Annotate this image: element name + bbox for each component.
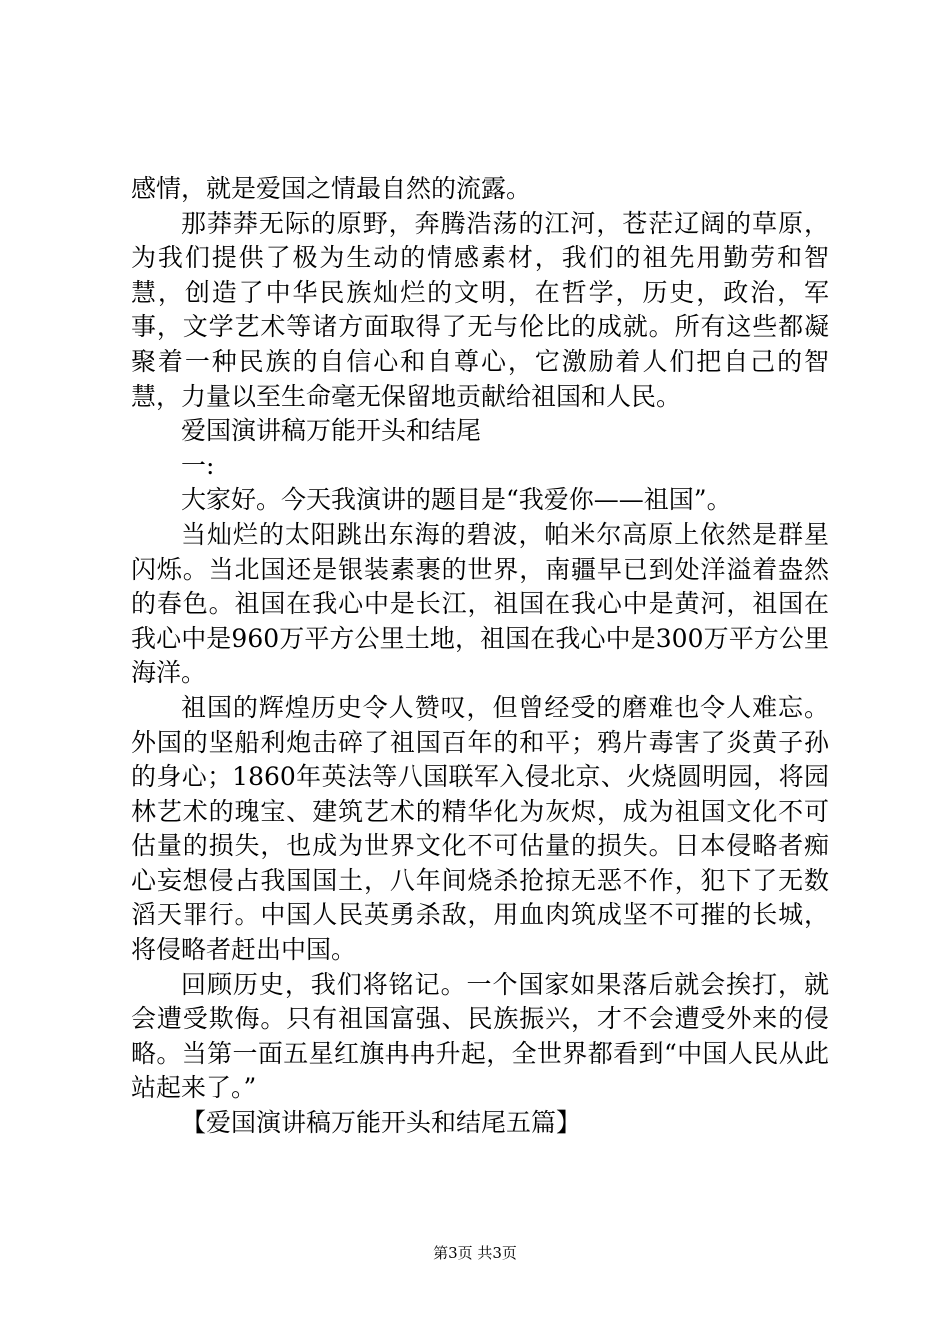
document-body bbox=[131, 172, 829, 1141]
page-number: 第3页 共3页 bbox=[433, 1244, 517, 1262]
paragraph: 当灿烂的太阳跳出东海的碧波，帕米尔高原上依然是群星闪烁。当北国还是银装素裹的世界，南疆早已到处洋溢着盎然的春色。祖国在我心中是长江，祖国在我心中是黄河，祖国在我心中是960万平方公里土地，祖国在我心中是300万平方公里海洋。 bbox=[131, 519, 829, 688]
paragraph: 感情，就是爱国之情最自然的流露。 bbox=[131, 174, 532, 203]
closing-title: 【爱国演讲稿万能开头和结尾五篇】 bbox=[181, 1108, 582, 1138]
section-number: 一: bbox=[181, 450, 215, 480]
paragraph: 大家好。今天我演讲的题目是“我爱你——祖国”。 bbox=[181, 485, 732, 515]
paragraph: 回顾历史，我们将铭记。一个国家如果落后就会挨打，就会遭受欺侮。只有祖国富强、民族振兴，才不会遭受外来的侵略。当第一面五星红旗冉冉升起，全世界都看到“中国人民从此站起来了。” bbox=[131, 969, 829, 1103]
section-heading: 爱国演讲稿万能开头和结尾 bbox=[181, 416, 482, 446]
paragraph: 祖国的辉煌历史令人赞叹，但曾经受的磨难也令人难忘。外国的坚船利炮击碎了祖国百年的和平；鸦片毒害了炎黄子孙的身心；1860年英法等八国联军入侵北京、火烧圆明园，将园林艺术的瑰宝、建筑艺术的精华化为灰烬，成为祖国文化不可估量的损失，也成为世界文化不可估量的损失。日本侵略者痴心妄想侵占我国国土，八年间烧杀抢掠无恶不作，犯下了无数滔天罪行。中国人民英勇杀敌，用血肉筑成坚不可摧的长城，将侵略者赶出中国。 bbox=[131, 692, 829, 965]
paragraph: 那莽莽无际的原野，奔腾浩荡的江河，苍茫辽阔的草原，为我们提供了极为生动的情感素材，我们的祖先用勤劳和智慧，创造了中华民族灿烂的文明，在哲学，历史，政治，军事，文学艺术等诸方面取得了无与伦比的成就。所有这些都凝聚着一种民族的自信心和自尊心，它激励着人们把自己的智慧，力量以至生命毫无保留地贡献给祖国和人民。 bbox=[131, 208, 829, 411]
page-footer bbox=[0, 1243, 950, 1263]
